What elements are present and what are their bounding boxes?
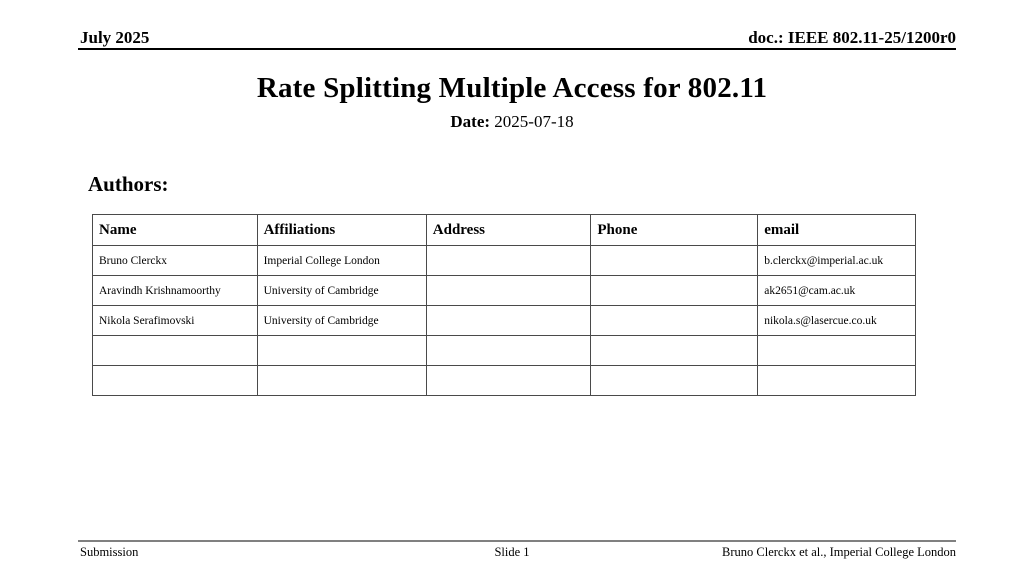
footer-rule [78, 540, 956, 542]
table-cell [758, 336, 916, 366]
footer-slide-number: Slide 1 [494, 545, 530, 559]
table-cell: University of Cambridge [257, 276, 426, 306]
footer-submission-label: Submission [80, 545, 139, 559]
slide-title: Rate Splitting Multiple Access for 802.11 [256, 72, 768, 104]
table-cell [426, 246, 591, 276]
table-cell: b.clerckx@imperial.ac.uk [758, 246, 916, 276]
column-header-affiliations: Affiliations [257, 215, 426, 246]
table-cell: Aravindh Krishnamoorthy [93, 276, 258, 306]
footer-attribution: Bruno Clerckx et al., Imperial College London [722, 545, 956, 559]
table-cell [591, 366, 758, 396]
table-cell: Imperial College London [257, 246, 426, 276]
table-row [93, 246, 916, 276]
table-cell: ak2651@cam.ac.uk [758, 276, 916, 306]
table-cell [426, 276, 591, 306]
date-label: Date: [450, 112, 491, 131]
table-cell: University of Cambridge [257, 306, 426, 336]
table-cell: Nikola Serafimovski [93, 306, 258, 336]
column-header-address: Address [426, 215, 591, 246]
table-row-empty [93, 366, 916, 396]
table-cell: Bruno Clerckx [93, 246, 258, 276]
table-row [93, 276, 916, 306]
authors-heading: Authors: [88, 172, 169, 196]
table-cell [591, 306, 758, 336]
table-cell [591, 336, 758, 366]
header-doc-number: doc.: IEEE 802.11-25/1200r0 [748, 28, 956, 47]
column-header-email: email [758, 215, 916, 246]
table-cell [426, 366, 591, 396]
table-cell [93, 366, 258, 396]
table-row-empty [93, 336, 916, 366]
table-cell: nikola.s@lasercue.co.uk [758, 306, 916, 336]
header-rule [78, 48, 956, 50]
table-cell [257, 366, 426, 396]
table-cell [93, 336, 258, 366]
table-row [93, 306, 916, 336]
table-cell [426, 336, 591, 366]
table-cell [591, 276, 758, 306]
column-header-phone: Phone [591, 215, 758, 246]
date-value: 2025-07-18 [490, 112, 574, 131]
column-header-name: Name [93, 215, 258, 246]
authors-table [92, 214, 916, 396]
table-cell [257, 336, 426, 366]
header-date: July 2025 [80, 28, 150, 47]
table-cell [591, 246, 758, 276]
table-header-row [93, 215, 916, 246]
table-cell [758, 366, 916, 396]
date-line [0, 112, 1024, 132]
table-cell [426, 306, 591, 336]
